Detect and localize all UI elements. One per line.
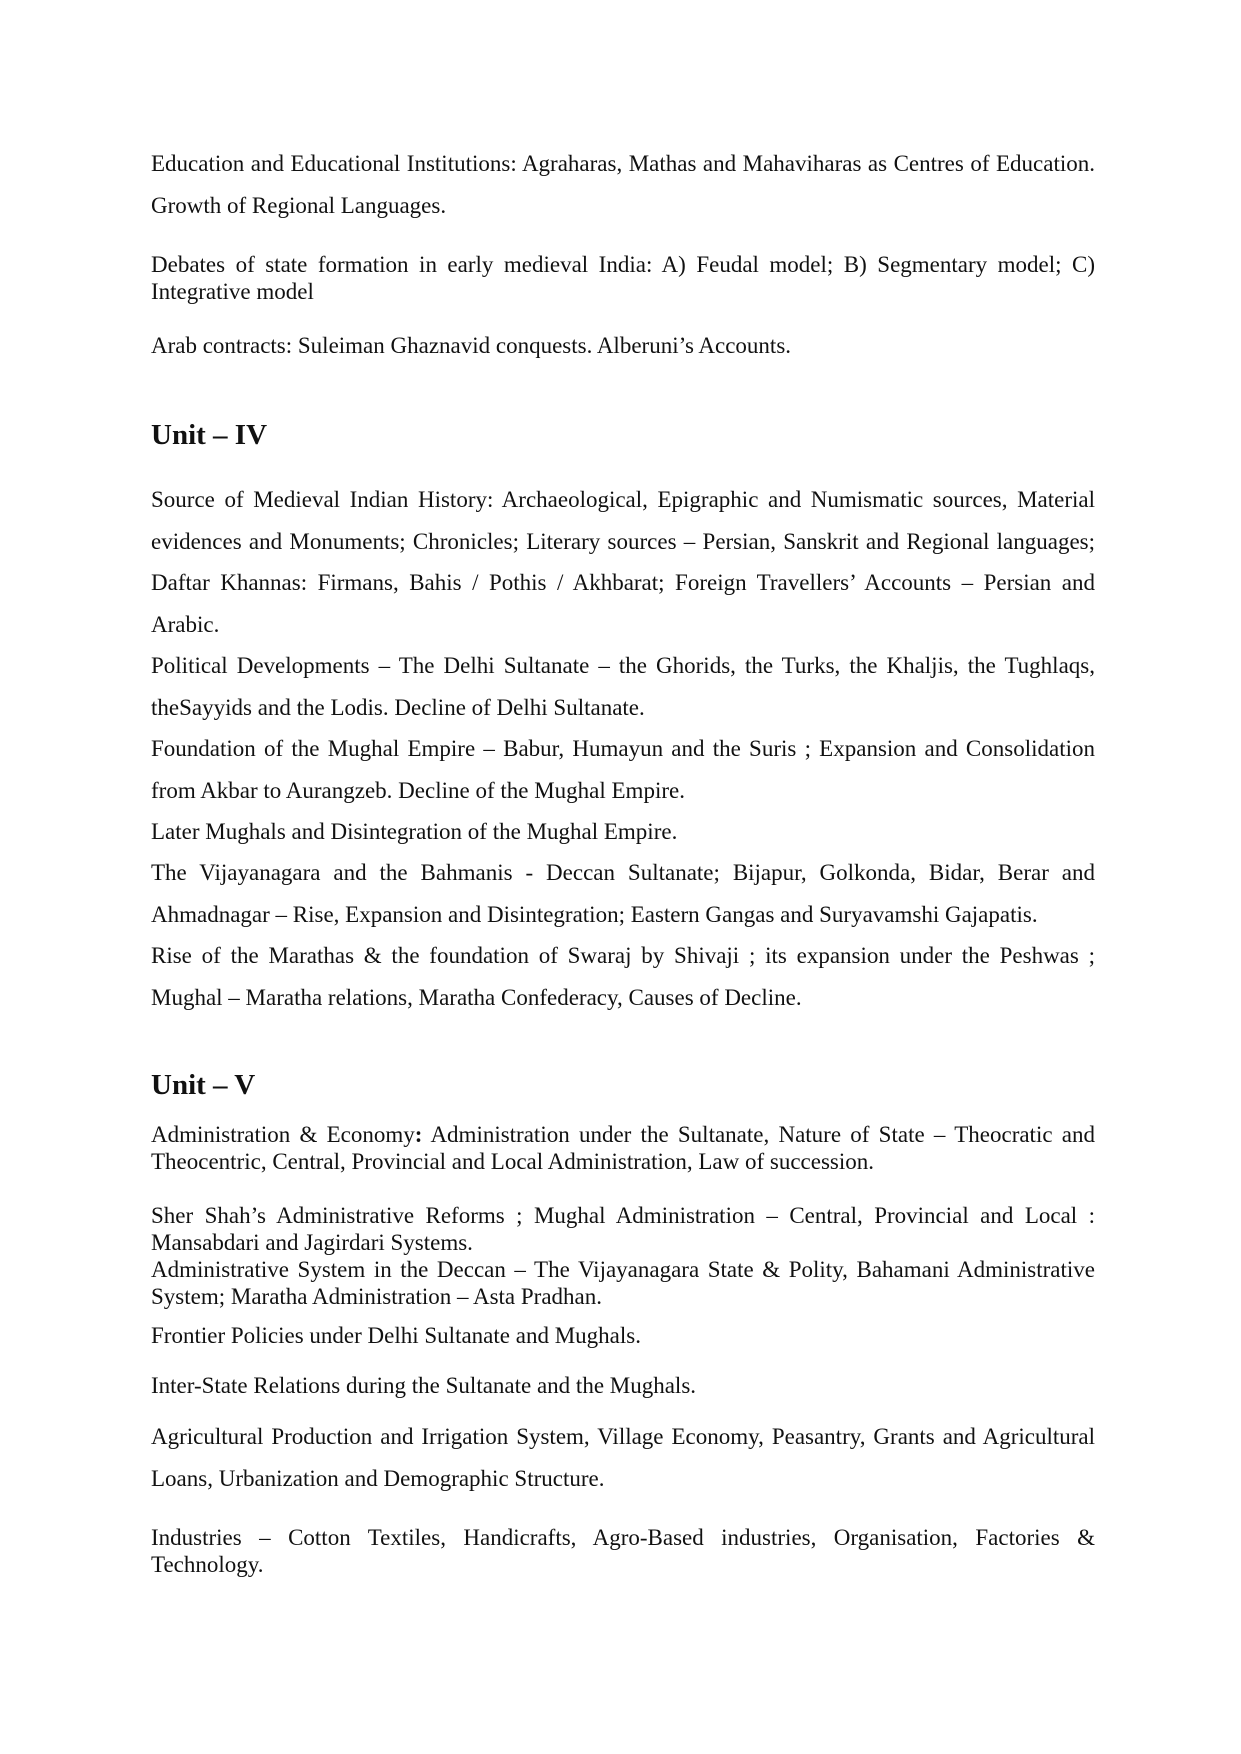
admin-lead-text: Administration & Economy xyxy=(151,1122,415,1147)
admin-rest-text: Administration under the Sultanate, Nature of State – Theocratic and Theocentric, Central, Provincial and Local Administration, Law of succession. xyxy=(151,1122,1095,1174)
paragraph-state-formation: Debates of state formation in early medieval India: A) Feudal model; B) Segmentary model; C) Integrative model xyxy=(151,252,1095,304)
paragraph-frontier-policies: Frontier Policies under Delhi Sultanate and Mughals. xyxy=(151,1323,641,1348)
paragraph-industries: Industries – Cotton Textiles, Handicrafts, Agro-Based industries, Organisation, Factories & Technology. xyxy=(151,1525,1095,1577)
paragraph-administration-economy xyxy=(151,1121,1095,1175)
paragraph-sher-shah: Sher Shah’s Administrative Reforms ; Mughal Administration – Central, Provincial and Local : Mansabdari and Jagirdari Systems. xyxy=(151,1203,1095,1255)
paragraph-arab-contacts: Arab contracts: Suleiman Ghaznavid conquests. Alberuni’s Accounts. xyxy=(151,333,792,358)
paragraph-vijayanagara: The Vijayanagara and the Bahmanis - Deccan Sultanate; Bijapur, Golkonda, Bidar, Berar and Ahmadnagar – Rise, Expansion and Disintegration; Eastern Gangas and Suryavamshi Gajapatis. xyxy=(151,860,1095,927)
paragraph-mughal-foundation: Foundation of the Mughal Empire – Babur, Humayun and the Suris ; Expansion and Consolidation from Akbar to Aurangzeb. Decline of the Mughal Empire. xyxy=(151,736,1095,803)
unit-iv-heading: Unit – IV xyxy=(151,419,268,451)
paragraph-marathas: Rise of the Marathas & the foundation of Swaraj by Shivaji ; its expansion under the Peshwas ; Mughal – Maratha relations, Maratha Confederacy, Causes of Decline. xyxy=(151,943,1095,1010)
paragraph-agriculture: Agricultural Production and Irrigation System, Village Economy, Peasantry, Grants and Agricultural Loans, Urbanization and Demographic Structure. xyxy=(151,1424,1095,1491)
paragraph-deccan-administration: Administrative System in the Deccan – The Vijayanagara State & Polity, Bahamani Administrative System; Maratha Administration – Asta Pradhan. xyxy=(151,1257,1095,1309)
admin-colon: : xyxy=(414,1122,423,1147)
paragraph-political-developments: Political Developments – The Delhi Sultanate – the Ghorids, the Turks, the Khaljis, the Tughlaqs, theSayyids and the Lodis. Decline of Delhi Sultanate. xyxy=(151,653,1095,720)
paragraph-later-mughals: Later Mughals and Disintegration of the Mughal Empire. xyxy=(151,819,678,844)
paragraph-education: Education and Educational Institutions: Agraharas, Mathas and Mahaviharas as Centres of Education. Growth of Regional Languages. xyxy=(151,151,1095,218)
unit-v-heading: Unit – V xyxy=(151,1069,256,1101)
paragraph-sources: Source of Medieval Indian History: Archaeological, Epigraphic and Numismatic sources, Material evidences and Monuments; Chronicles; Literary sources – Persian, Sanskrit and Regional languages; Daftar Khannas: Firmans, Bahis / Pothis / Akhbarat; Foreign Travellers’ Accounts – Persian and Arabic. xyxy=(151,487,1095,637)
paragraph-inter-state: Inter-State Relations during the Sultanate and the Mughals. xyxy=(151,1373,697,1398)
